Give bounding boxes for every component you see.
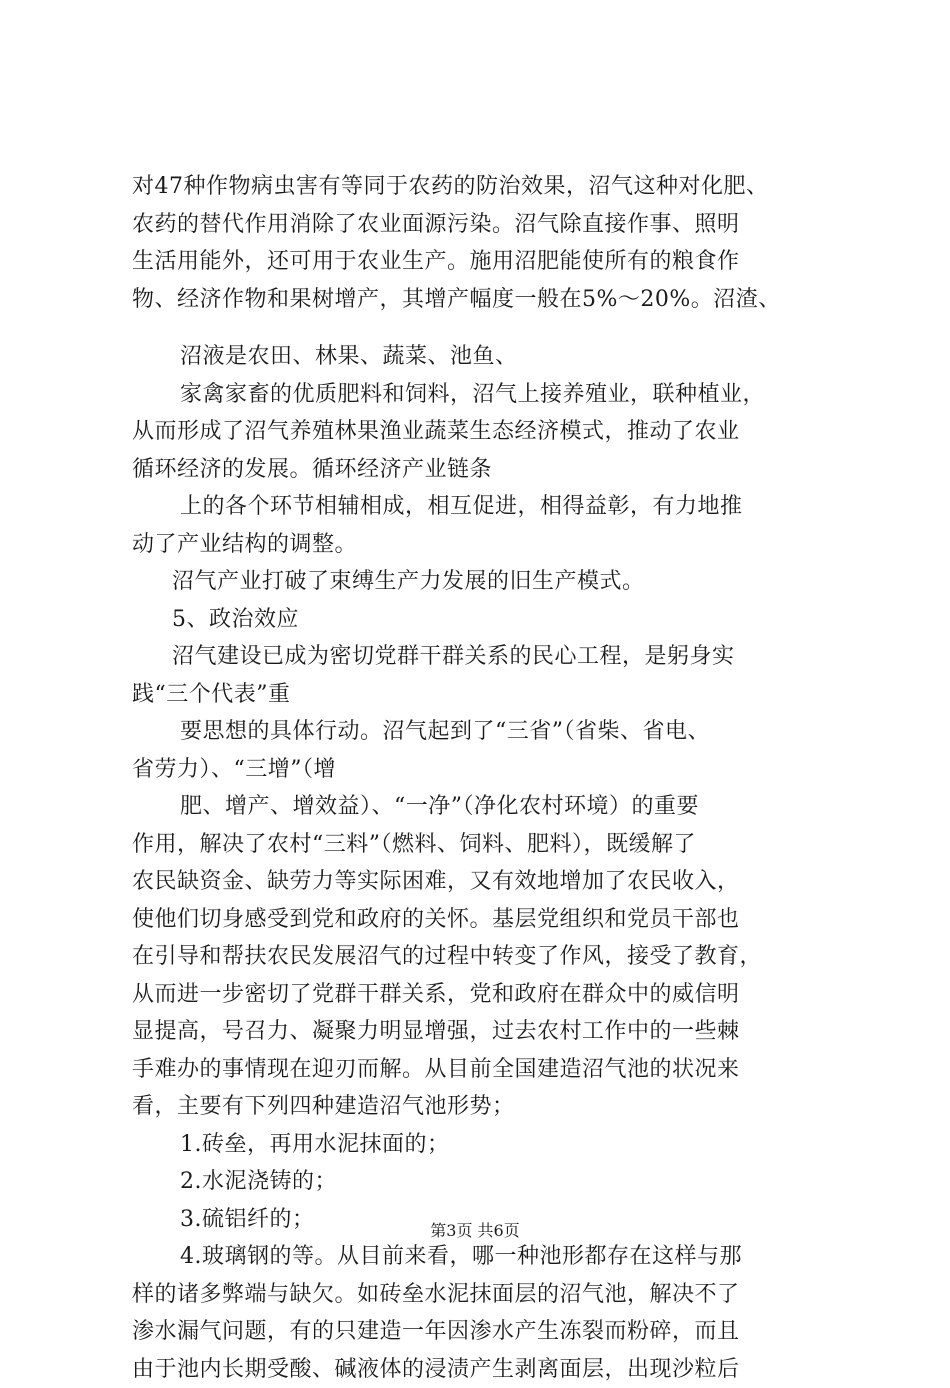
text-line: 物、经济作物和果树增产，其增产幅度一般在5%～20%。沼渣、 bbox=[132, 281, 832, 319]
text-line: 渗水漏气问题，有的只建造一年因渗水产生冻裂而粉碎，而且 bbox=[132, 1313, 832, 1351]
text-line: 动了产业结构的调整。 bbox=[132, 526, 832, 564]
section-heading: 5、政治效应 bbox=[132, 601, 832, 639]
text-line: 要思想的具体行动。沼气起到了“三省”（省柴、省电、 bbox=[132, 713, 832, 751]
text-line: 在引导和帮扶农民发展沼气的过程中转变了作风，接受了教育， bbox=[132, 938, 832, 976]
text-line: 肥、增产、增效益）、“一净”（净化农村环境）的重要 bbox=[132, 788, 832, 826]
text-line: 从而进一步密切了党群干群关系，党和政府在群众中的威信明 bbox=[132, 976, 832, 1014]
text-line: 样的诸多弊端与缺欠。如砖垒水泥抹面层的沼气池，解决不了 bbox=[132, 1276, 832, 1314]
text-line: 从而形成了沼气养殖林果渔业蔬菜生态经济模式，推动了农业 bbox=[132, 413, 832, 451]
text-line: 沼液是农田、林果、蔬菜、池鱼、 bbox=[132, 338, 832, 376]
text-line: 由于池内长期受酸、碱液体的浸渍产生剥离面层，出现沙粒后 bbox=[132, 1351, 832, 1388]
document-body bbox=[132, 168, 832, 1388]
paragraph-gap bbox=[132, 318, 832, 338]
text-line: 看，主要有下列四种建造沼气池形势； bbox=[132, 1088, 832, 1126]
text-line: 沼气产业打破了束缚生产力发展的旧生产模式。 bbox=[132, 563, 832, 601]
page-number-footer: 第3页 共6页 bbox=[0, 1218, 950, 1241]
text-line: 农民缺资金、缺劳力等实际困难，又有效地增加了农民收入， bbox=[132, 863, 832, 901]
list-item: 1.砖垒，再用水泥抹面的； bbox=[132, 1126, 832, 1164]
text-line: 对47种作物病虫害有等同于农药的防治效果，沼气这种对化肥、 bbox=[132, 168, 832, 206]
list-item: 4.玻璃钢的等。从目前来看，哪一种池形都存在这样与那 bbox=[132, 1238, 832, 1276]
text-line: 沼气建设已成为密切党群干群关系的民心工程，是躬身实 bbox=[132, 638, 832, 676]
text-line: 上的各个环节相辅相成，相互促进，相得益彰，有力地推 bbox=[132, 488, 832, 526]
text-line: 践“三个代表”重 bbox=[132, 676, 832, 714]
text-line: 显提高，号召力、凝聚力明显增强，过去农村工作中的一些棘 bbox=[132, 1013, 832, 1051]
text-line: 作用，解决了农村“三料”（燃料、饲料、肥料），既缓解了 bbox=[132, 826, 832, 864]
text-line: 省劳力）、“三增”（增 bbox=[132, 751, 832, 789]
text-line: 手难办的事情现在迎刃而解。从目前全国建造沼气池的状况来 bbox=[132, 1051, 832, 1089]
text-line: 循环经济的发展。循环经济产业链条 bbox=[132, 451, 832, 489]
list-item: 2.水泥浇铸的； bbox=[132, 1163, 832, 1201]
text-line: 家禽家畜的优质肥料和饲料，沼气上接养殖业，联种植业， bbox=[132, 376, 832, 414]
text-line: 生活用能外，还可用于农业生产。施用沼肥能使所有的粮食作 bbox=[132, 243, 832, 281]
text-line: 使他们切身感受到党和政府的关怀。基层党组织和党员干部也 bbox=[132, 901, 832, 939]
text-line: 农药的替代作用消除了农业面源污染。沼气除直接作事、照明 bbox=[132, 206, 832, 244]
list-item: 3.硫铝纤的； bbox=[132, 1201, 832, 1239]
